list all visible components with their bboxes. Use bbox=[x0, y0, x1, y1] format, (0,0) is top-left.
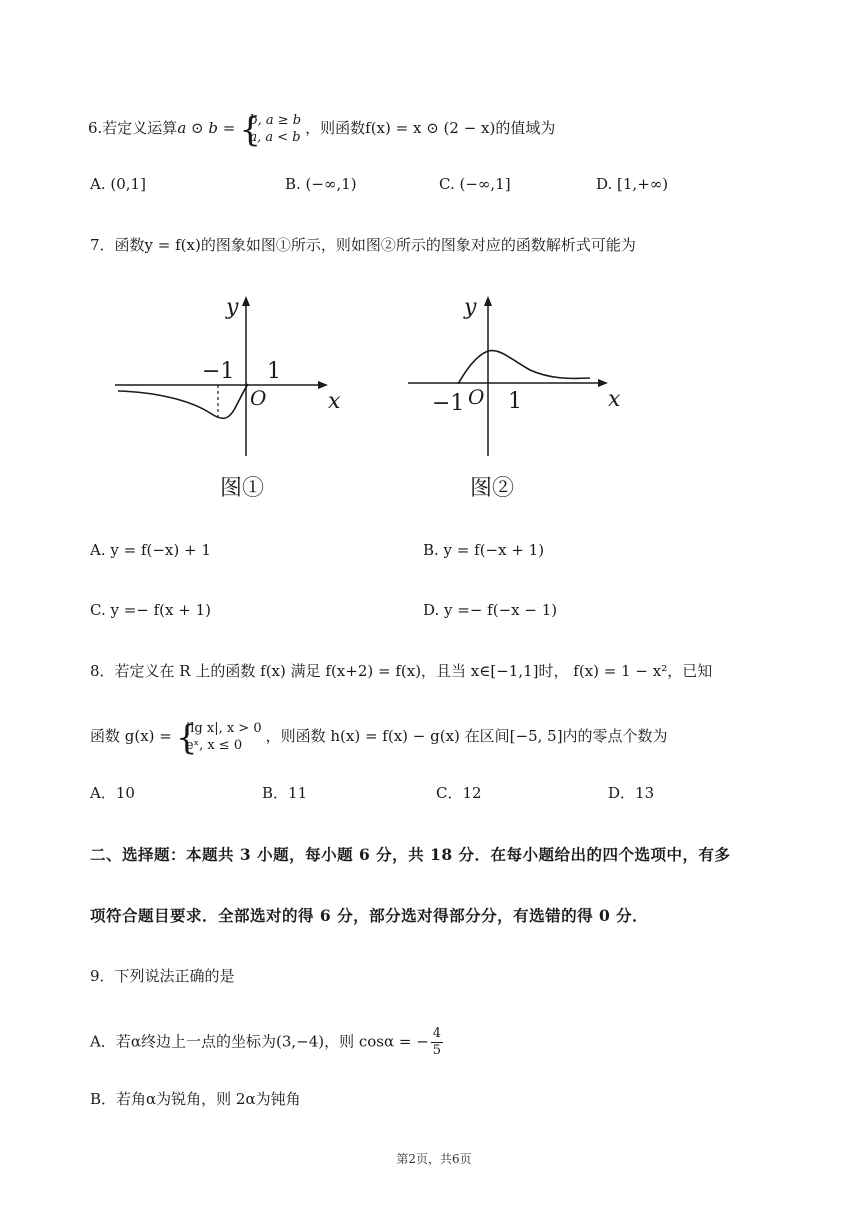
fig2-tick-pos: 1 bbox=[508, 389, 522, 414]
q6-option-c: C. (−∞,1] bbox=[439, 175, 511, 193]
fig1-y-arrow bbox=[242, 296, 250, 306]
q8-option-c: C．12 bbox=[436, 784, 482, 802]
q6-op: a ⊙ b = bbox=[177, 119, 236, 137]
fig1-tick-pos: 1 bbox=[267, 359, 281, 384]
q6-prefix: 6.若定义运算 bbox=[88, 119, 178, 137]
q7-stem: 7．函数y = f(x)的图象如图①所示，则如图②所示的图象对应的函数解析式可能为 bbox=[90, 236, 636, 254]
q8-brace: { bbox=[175, 718, 198, 758]
q7-option-a: A. y = f(−x) + 1 bbox=[90, 541, 211, 559]
figure-1 bbox=[110, 288, 350, 518]
q8-suffix: ，则函数 h(x) = f(x) − g(x) 在区间[−5, 5]内的零点个数为 bbox=[265, 727, 668, 745]
section2-line2: 项符合题目要求．全部选对的得 6 分，部分选对得部分分，有选错的得 0 分． bbox=[90, 906, 649, 925]
q6-suffix: ，则函数f(x) = x ⊙ (2 − x)的值域为 bbox=[305, 119, 556, 137]
q7-option-b: B. y = f(−x + 1) bbox=[423, 541, 545, 559]
fig2-y-label: y bbox=[464, 295, 477, 320]
q6-stem bbox=[88, 110, 556, 150]
q6-option-b: B. (−∞,1) bbox=[285, 175, 357, 193]
fig1-y-label: y bbox=[226, 295, 239, 320]
q9-stem: 9．下列说法正确的是 bbox=[90, 967, 235, 985]
q9-option-a-text: A．若α终边上一点的坐标为(3,−4)，则 cosα = − bbox=[90, 1032, 429, 1051]
q6-piecewise bbox=[239, 110, 302, 150]
q8-line1: 8．若定义在 R 上的函数 f(x) 满足 f(x+2) = f(x)，且当 x∈[−1,1]时， f(x) = 1 − x²，已知 bbox=[90, 662, 713, 680]
fig2-x-arrow bbox=[598, 379, 608, 387]
q8-option-d: D．13 bbox=[608, 784, 655, 802]
q7-option-d: D. y =− f(−x − 1) bbox=[423, 601, 558, 619]
q9-fraction-num: 4 bbox=[432, 1026, 442, 1041]
fig2-origin: O bbox=[468, 385, 485, 409]
q7-option-c: C. y =− f(x + 1) bbox=[90, 601, 211, 619]
q9-fraction-den: 5 bbox=[432, 1043, 442, 1058]
q9-option-a bbox=[90, 1026, 445, 1059]
q8-line2 bbox=[90, 718, 668, 758]
q6-option-d: D. [1,+∞) bbox=[596, 175, 669, 193]
section2-line1: 二、选择题：本题共 3 小题，每小题 6 分，共 18 分．在每小题给出的四个选项中，有多 bbox=[90, 845, 731, 864]
q8-option-a: A．10 bbox=[90, 784, 135, 802]
q6-case1: b, a ≥ b bbox=[249, 113, 302, 128]
fig1-curve bbox=[118, 384, 248, 418]
q8-option-b: B．11 bbox=[262, 784, 308, 802]
q6-case2: a, a < b bbox=[249, 130, 301, 145]
q8-piecewise bbox=[175, 718, 262, 758]
q8-case2: eˣ, x ≤ 0 bbox=[185, 738, 243, 753]
q8-case1: |lg x|, x > 0 bbox=[185, 721, 262, 736]
fig1-origin: O bbox=[250, 386, 267, 410]
page-footer: 第2页，共6页 bbox=[396, 1152, 472, 1166]
figure-2 bbox=[400, 288, 640, 518]
fig2-x-label: x bbox=[608, 387, 621, 412]
q9-fraction bbox=[431, 1026, 443, 1059]
fig2-tick-neg: −1 bbox=[432, 391, 465, 416]
q6-brace: { bbox=[239, 110, 261, 150]
fig2-caption: 图② bbox=[470, 476, 515, 501]
q9-option-b: B．若角α为锐角，则 2α为钝角 bbox=[90, 1090, 301, 1108]
fig1-x-arrow bbox=[318, 381, 328, 389]
fig1-caption: 图① bbox=[220, 476, 265, 501]
fig1-tick-neg: −1 bbox=[202, 359, 235, 384]
fig1-x-label: x bbox=[328, 389, 341, 414]
q8-prefix: 函数 g(x) = bbox=[90, 727, 172, 745]
q6-option-a: A. (0,1] bbox=[90, 175, 146, 193]
fig2-y-arrow bbox=[484, 296, 492, 306]
fig2-curve bbox=[458, 351, 590, 384]
